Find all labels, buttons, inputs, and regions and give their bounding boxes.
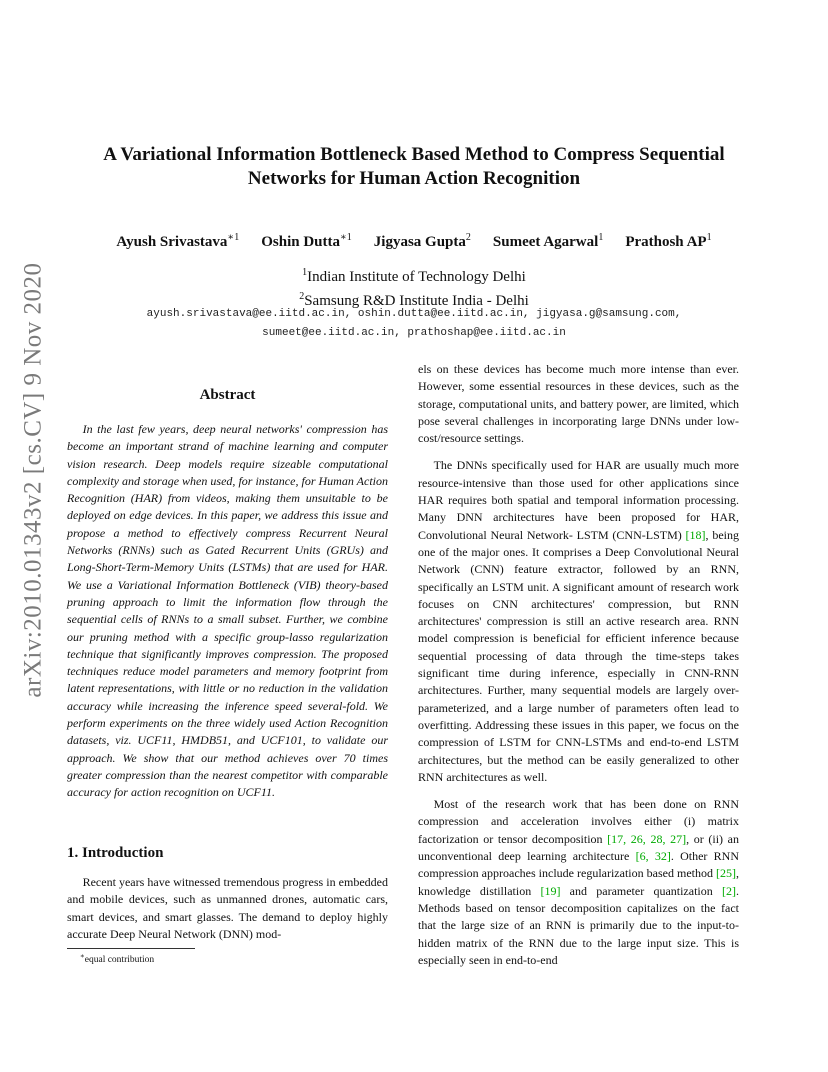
email-line: sumeet@ee.iitd.ac.in, prathoshap@ee.iitd.ac.in bbox=[262, 327, 566, 339]
arxiv-identifier bbox=[14, 262, 54, 698]
right-column bbox=[418, 361, 739, 979]
author: Oshin Dutta$^{∗1}$ bbox=[261, 232, 352, 250]
author-list bbox=[70, 232, 758, 251]
citation-link[interactable]: [2] bbox=[722, 883, 736, 898]
author: Jigyasa Gupta$^2$ bbox=[373, 232, 471, 250]
citation-link[interactable]: [6, 32] bbox=[635, 849, 671, 864]
affiliations bbox=[70, 263, 758, 311]
email-line: ayush.srivastava@ee.iitd.ac.in, oshin.dutta@ee.iitd.ac.in, jigyasa.g@samsung.com, bbox=[146, 308, 682, 320]
paragraph: Most of the research work that has been done on RNN compression and acceleration involves either (i) matrix factorization or tensor decomposition [17, 26, 28, 27], or (ii) an unconventional deep learning architecture [6, 32]. Other RNN compression approaches include regularization based method [25], knowledge distillation [19] and parameter quantization [2]. Methods based on tensor decomposition capitalizes on the fact that the large size of an RNN is primarily due to the input-to-hidden matrix of the RNN due to the large input size. This is especially seen in end-to-end bbox=[418, 797, 739, 967]
affiliation: $^1$Indian Institute of Technology Delhi bbox=[302, 267, 526, 285]
introduction-heading: 1. Introduction bbox=[67, 845, 164, 861]
affiliation: $^2$Samsung R&D Institute India - Delhi bbox=[299, 291, 529, 309]
author: Prathosh $AP^1$ bbox=[625, 232, 712, 250]
abstract-body bbox=[67, 421, 388, 812]
introduction-body bbox=[67, 874, 388, 953]
paragraph: Recent years have witnessed tremendous progress in embedded and mobile devices, such as unmanned drones, automatic cars, smart devices, and smart glasses. The demand to deploy highly accurate Deep Neural Network (DNN) mod- bbox=[67, 875, 388, 941]
paragraph: els on these devices has become much more intense than ever. However, some essential resources in these devices, such as the storage, computational units, and battery power, are limited, which pose several challenges in incorporating large DNNs under low-cost/resource settings. bbox=[418, 362, 739, 446]
arxiv-identifier-text: arXiv:2010.01343v2 [cs.CV] 9 Nov 2020 bbox=[20, 262, 48, 698]
footnote-rule bbox=[67, 948, 195, 949]
footnote: ∗equal contribution bbox=[80, 952, 155, 966]
paragraph: The DNNs specifically used for HAR are usually much more resource-intensive than those used for other applications since HAR requires both spatial and temporal information processing. Many DNN architectures have been proposed for HAR, Convolutional Neural Network- LSTM (CNN-LSTM) [18], being one of the major ones. It comprises a Deep Convolutional Neural Network (CNN) feature extractor, followed by an RNN, specifically an LSTM unit. A significant amount of research work focuses on CNN architectures' compression, but RNN architectures' compression is still an active research area. RNN model compression is beneficial for efficient inference because sequential processing of data through the time-steps takes significant time during inference, especially in CNN-RNN architectures. Further, many sequential models are largely over-parameterized, and a large number of parameters often lead to overfitting. Addressing these issues in this paper, we focus on the compression of LSTM for CNN-LSTMs and end-to-end LSTM architectures, but the method can be easily generalized to other RNN architectures as well. bbox=[418, 458, 739, 784]
abstract-heading: Abstract bbox=[199, 387, 256, 403]
citation-link[interactable]: [25] bbox=[716, 866, 736, 881]
author-emails bbox=[70, 305, 758, 343]
citation-link[interactable]: [18] bbox=[685, 527, 706, 542]
citation-link[interactable]: [17, 26, 28, 27] bbox=[607, 831, 687, 846]
abstract-text: In the last few years, deep neural networks' compression has become an important strand of machine learning and computer vision research. Deep models require sizeable computational complexity and storage when used, for instance, for Human Action Recognition (HAR) from videos, making them unsuitable to be deployed on edge devices. In this paper, we address this issue and propose a method to effectively compress Recurrent Neural Networks (RNNs) such as Gated Recurrent Units (GRUs) and Long-Short-Term-Memory Units (LSTMs) that are used for HAR. We use a Variational Information Bottleneck (VIB) theory-based pruning approach to limit the information flow through the sequential cells of RNNs to a small subset. Further, we combine our pruning method with a specific group-lasso regularization technique that significantly improves compression. The proposed techniques reduce model parameters and memory footprint from latent representations, with little or no reduction in the validation accuracy while increasing the inference speed several-fold. We perform experiments on the three widely used Action Recognition datasets, viz. UCF11, HMDB51, and UCF101, to validate our approach. We show that our method achieves over 70 times greater compression than the nearest competitor with comparable accuracy for action recognition on UCF11. bbox=[67, 422, 388, 800]
citation-link[interactable]: [19] bbox=[540, 883, 561, 898]
paper-title: A Variational Information Bottleneck Based Method to Compress Sequential Networks for Human Action Recognition bbox=[103, 144, 725, 189]
author: Ayush Srivastava$^{∗1}$ bbox=[116, 232, 240, 250]
author: Sumeet Agarwal$^1$ bbox=[492, 232, 604, 250]
